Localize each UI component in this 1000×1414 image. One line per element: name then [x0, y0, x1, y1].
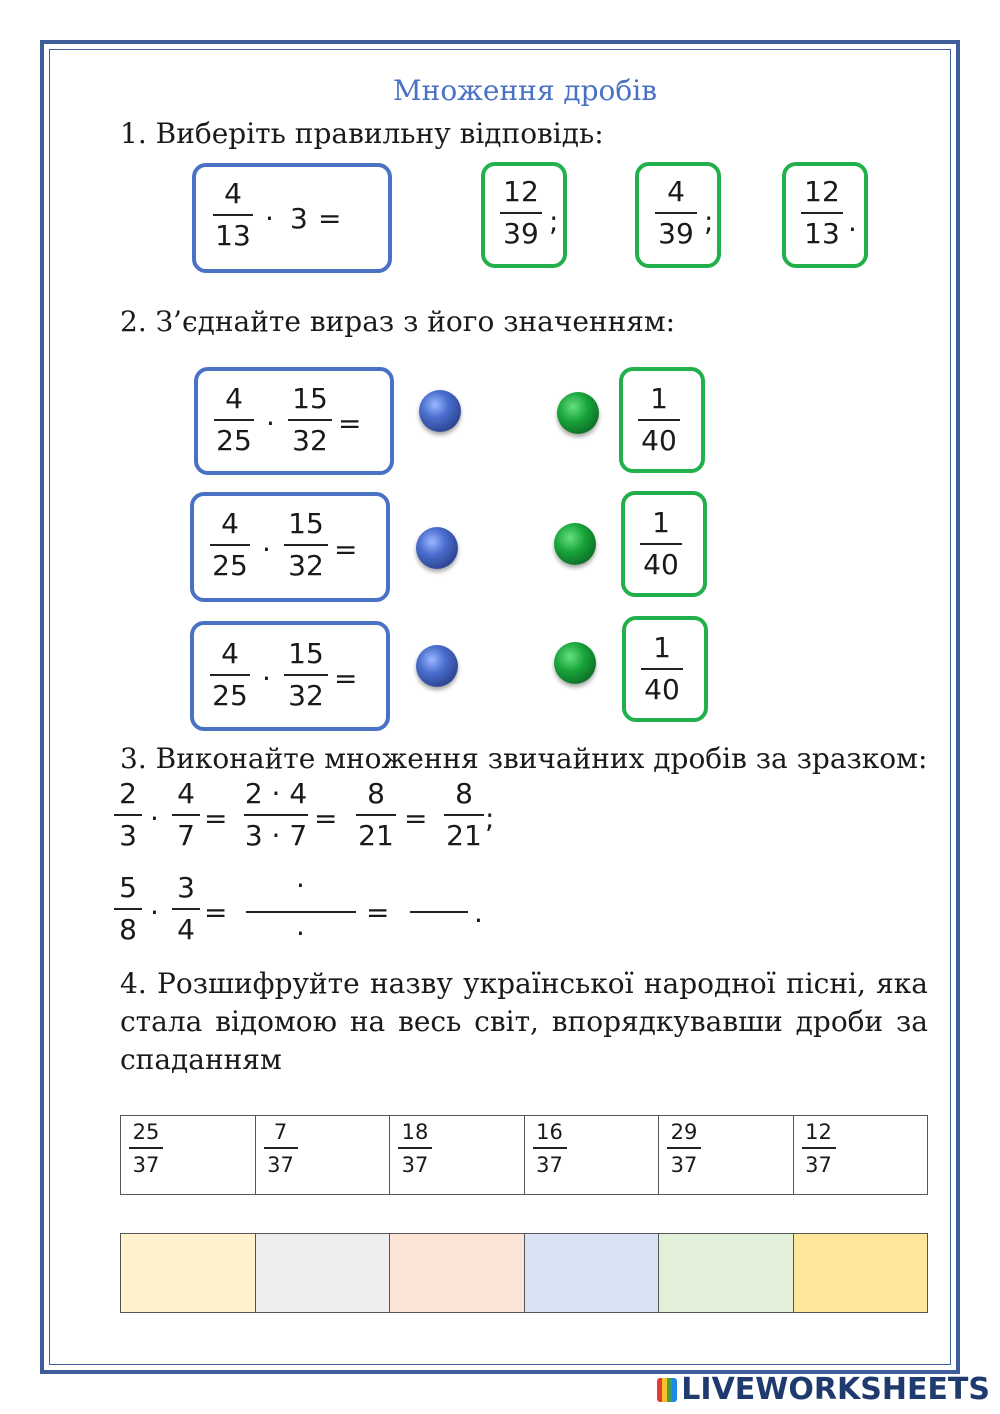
task1-option-2-punct: ;	[704, 205, 714, 238]
task1-multiply-sign: ·	[265, 202, 274, 235]
task2-row1-fraction-a: 4 25	[214, 385, 254, 455]
task2-row2-fraction-a: 4 25	[210, 510, 250, 580]
task4-answer-cell-6[interactable]	[793, 1234, 928, 1313]
task4-answer-cell-5[interactable]	[659, 1234, 794, 1313]
task2-row1-connector-left[interactable]	[419, 390, 461, 432]
task2-row3-fraction-b: 15 32	[284, 640, 328, 710]
task4-answer-cell-4[interactable]	[524, 1234, 659, 1313]
task2-row1-fraction-b: 15 32	[288, 385, 332, 455]
task4-fraction-cell	[659, 1116, 794, 1195]
task4-fraction-cell	[524, 1116, 659, 1195]
task1-option-1-fraction: 12 39	[500, 178, 542, 248]
task4-fraction-cell	[121, 1116, 256, 1195]
task4-fraction-cell	[793, 1116, 928, 1195]
liveworksheets-logo	[657, 1372, 990, 1407]
task3-example-equals-1: =	[204, 802, 228, 835]
task2-row2-fraction-b: 15 32	[284, 510, 328, 580]
task4-text-line-3: спаданням	[120, 1043, 282, 1076]
task3-exercise-equals-1: =	[204, 896, 228, 929]
task3-example-fraction-r1: 8 21	[356, 780, 396, 850]
task3-example-fraction-b: 4 7	[172, 780, 200, 850]
task1-option-3-punct: .	[848, 205, 857, 238]
task2-heading: 2. З’єднайте вираз з його значенням:	[120, 305, 676, 338]
task3-example-equals-3: =	[404, 802, 428, 835]
task3-example-multiply: ·	[150, 802, 159, 835]
task3-heading: 3. Виконайте множення звичайних дробів за зразком:	[120, 742, 928, 775]
task2-row3-connector-left[interactable]	[416, 645, 458, 687]
task3-exercise-multiply: ·	[150, 896, 159, 929]
task2-row2-equals: =	[334, 533, 358, 566]
task3-exercise-blank-denominator-dot: ·	[296, 917, 305, 950]
task3-example-fraction-r2: 8 21	[444, 780, 484, 850]
task3-exercise-blank-result-line[interactable]	[410, 911, 468, 913]
task2-row2-connector-right[interactable]	[554, 523, 596, 565]
worksheet-title: Множення дробів	[392, 74, 657, 107]
task2-row3-fraction-a: 4 25	[210, 640, 250, 710]
task4-fraction-6: 12 37	[802, 1122, 836, 1176]
task3-example-fraction-a: 2 3	[114, 780, 142, 850]
task2-row2-multiply: ·	[262, 533, 271, 566]
task3-exercise-blank-numerator-dot: ·	[296, 869, 305, 902]
task4-answer-cell-1[interactable]	[121, 1234, 256, 1313]
task3-exercise-fraction-a: 5 8	[114, 874, 142, 944]
task2-row1-answer: 1 40	[638, 385, 680, 455]
task4-fraction-3: 18 37	[398, 1122, 432, 1176]
task4-fraction-cell	[255, 1116, 390, 1195]
task2-row3-multiply: ·	[262, 662, 271, 695]
task4-text-line-1: 4. Розшифруйте назву української народної пісні, яка	[120, 967, 928, 1000]
liveworksheets-logo-text: LIVEWORKSHEETS	[681, 1372, 990, 1407]
task3-exercise-blank-fraction-line[interactable]	[246, 911, 356, 913]
task4-fraction-1: 25 37	[129, 1122, 163, 1176]
task1-option-1-punct: ;	[549, 205, 559, 238]
task4-answer-cell-2[interactable]	[255, 1234, 390, 1313]
task1-factor: 3	[290, 202, 308, 235]
task1-fraction: 4 13	[213, 180, 253, 250]
task1-option-3-fraction: 12 13	[801, 178, 843, 248]
task4-answer-table	[120, 1233, 928, 1313]
task4-fractions-table	[120, 1115, 928, 1195]
task1-option-2-fraction: 4 39	[655, 178, 697, 248]
task4-answer-cell-3[interactable]	[390, 1234, 525, 1313]
liveworksheets-logo-icon	[657, 1378, 677, 1402]
task2-row1-multiply: ·	[266, 407, 275, 440]
task4-text-line-2: стала відомою на весь світ, впорядкувавши дроби за	[120, 1005, 928, 1038]
task3-exercise-fraction-b: 3 4	[172, 874, 200, 944]
task3-example-fraction-mid: 2 · 4 3 · 7	[244, 777, 308, 852]
task2-row3-equals: =	[334, 662, 358, 695]
task4-fraction-cell	[390, 1116, 525, 1195]
task2-row2-connector-left[interactable]	[416, 527, 458, 569]
task3-example-equals-2: =	[314, 802, 338, 835]
task2-row1-equals: =	[338, 407, 362, 440]
task1-equals: =	[318, 202, 342, 235]
task2-row3-answer: 1 40	[641, 634, 683, 704]
task4-instructions	[120, 965, 928, 1079]
task1-heading: 1. Виберіть правильну відповідь:	[120, 117, 604, 150]
task3-exercise-period: .	[474, 896, 483, 929]
task4-fraction-4: 16 37	[533, 1122, 567, 1176]
task4-fraction-5: 29 37	[667, 1122, 701, 1176]
task2-row1-connector-right[interactable]	[557, 392, 599, 434]
task4-fraction-2: 7 37	[264, 1122, 298, 1176]
task2-row3-connector-right[interactable]	[554, 642, 596, 684]
task3-example-semicolon: ;	[485, 802, 495, 835]
task2-row2-answer: 1 40	[640, 509, 682, 579]
task3-exercise-equals-2: =	[366, 896, 390, 929]
